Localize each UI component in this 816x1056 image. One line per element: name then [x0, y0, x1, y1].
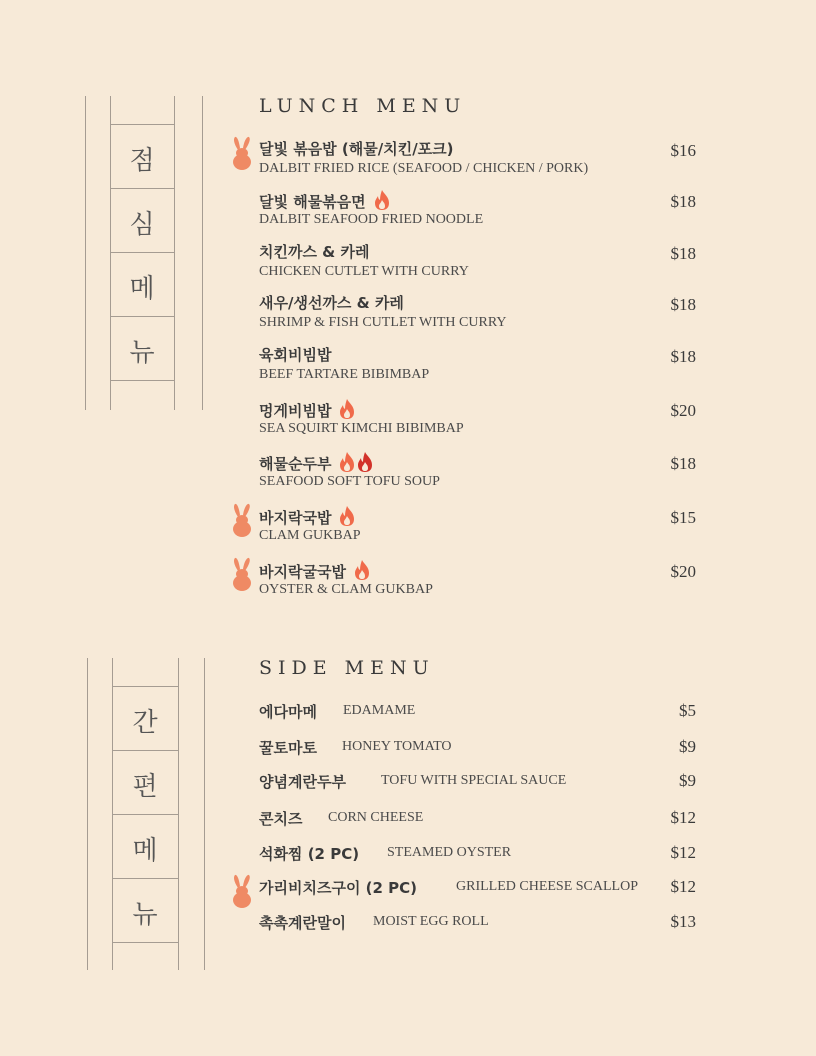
lunch-vertical-title: [85, 96, 203, 410]
side-item-name-en: GRILLED CHEESE SCALLOP: [456, 879, 638, 894]
menu-item: [259, 241, 699, 291]
menu-item-price: $16: [670, 141, 696, 160]
side-menu-item: [259, 843, 699, 869]
menu-item-name-ko: [259, 241, 369, 262]
side-item-name-en: CORN CHEESE: [328, 810, 424, 825]
menu-item-name-ko-text: 치킨까스 & 카레: [259, 243, 370, 261]
menu-item: [259, 398, 699, 448]
menu-item-name-ko: [259, 292, 404, 313]
vertical-char: 뉴: [132, 900, 158, 930]
vertical-char: 심: [129, 210, 155, 240]
side-item-price: $12: [670, 877, 696, 896]
menu-item-name-en: CLAM GUKBAP: [259, 528, 361, 543]
menu-item-name-ko-text: 달빛 해물볶음면: [259, 193, 366, 211]
side-item-price: $9: [679, 771, 696, 790]
menu-item-price: $18: [670, 295, 696, 314]
menu-item: [259, 344, 699, 394]
side-item-price: $12: [670, 808, 696, 827]
side-item-price: $5: [679, 701, 696, 720]
side-item-name-en: STEAMED OYSTER: [387, 845, 512, 860]
menu-item-name-ko-text: 해물순두부: [259, 455, 332, 473]
menu-item-price: $18: [670, 454, 696, 473]
side-item-price: $12: [670, 843, 696, 862]
side-menu-item: [259, 912, 699, 938]
side-item-name-en: MOIST EGG ROLL: [373, 914, 489, 929]
menu-item-name-en: SHRIMP & FISH CUTLET WITH CURRY: [259, 315, 507, 330]
menu-item-name-en: DALBIT SEAFOOD FRIED NOODLE: [259, 212, 484, 227]
menu-item: [259, 189, 699, 239]
menu-item-name-en: DALBIT FRIED RICE (SEAFOOD / CHICKEN / PORK): [259, 161, 589, 176]
side-item-name-ko: 콘치즈: [259, 810, 303, 828]
menu-item-name-ko-text: 바지락국밥: [259, 509, 332, 527]
menu-item: [259, 559, 699, 609]
side-menu-item: [259, 701, 699, 727]
lunch-menu-title: LUNCH MENU: [259, 95, 467, 117]
menu-item: [259, 505, 699, 555]
side-vertical-title: [87, 658, 205, 970]
side-menu-title: SIDE MENU: [259, 657, 435, 679]
rabbit-icon: [231, 874, 253, 912]
menu-item-name-ko: [259, 344, 331, 365]
menu-item-name-en: SEA SQUIRT KIMCHI BIBIMBAP: [259, 421, 464, 436]
vertical-char: 뉴: [129, 338, 155, 368]
side-item-name-ko: 양념계란두부: [259, 773, 346, 791]
menu-item-name-ko-text: 육회비빔밥: [259, 346, 332, 364]
menu-item-price: $18: [670, 192, 696, 211]
side-item-name-en: TOFU WITH SPECIAL SAUCE: [381, 773, 567, 788]
menu-item: [259, 292, 699, 342]
side-menu-item: [259, 737, 699, 763]
side-item-name-en: EDAMAME: [343, 703, 416, 718]
menu-item-name-en: OYSTER & CLAM GUKBAP: [259, 582, 433, 597]
menu-item-price: $20: [670, 401, 696, 420]
menu-item: [259, 138, 699, 188]
side-menu-item: [259, 808, 699, 834]
menu-item-price: $15: [670, 508, 696, 527]
vertical-char: 편: [132, 772, 158, 802]
side-item-name-en: HONEY TOMATO: [342, 739, 452, 754]
menu-item-name-ko-text: 달빛 볶음밥 (해물/치킨/포크): [259, 140, 454, 158]
side-menu-item: [259, 771, 699, 797]
side-item-name-ko: 에다마메: [259, 703, 317, 721]
menu-item-name-en: BEEF TARTARE BIBIMBAP: [259, 367, 430, 382]
menu-item-name-en: SEAFOOD SOFT TOFU SOUP: [259, 474, 440, 489]
menu-item-name-en: CHICKEN CUTLET WITH CURRY: [259, 264, 469, 279]
side-item-name-ko: 가리비치즈구이 (2 PC): [259, 879, 418, 897]
vertical-char: 메: [132, 836, 158, 866]
menu-item-name-ko-text: 바지락굴국밥: [259, 563, 346, 581]
menu-item-price: $20: [670, 562, 696, 581]
menu-item-price: $18: [670, 244, 696, 263]
side-item-name-ko: 촉촉계란말이: [259, 914, 346, 932]
side-item-price: $13: [670, 912, 696, 931]
side-item-price: $9: [679, 737, 696, 756]
vertical-char: 간: [132, 708, 158, 738]
side-item-name-ko: 꿀토마토: [259, 739, 317, 757]
rabbit-icon: [231, 503, 253, 541]
menu-item-name-ko-text: 새우/생선까스 & 카레: [259, 294, 404, 312]
menu-item-price: $18: [670, 347, 696, 366]
rabbit-icon: [231, 557, 253, 595]
rabbit-icon: [231, 136, 253, 174]
side-menu-item: [259, 877, 699, 903]
vertical-char: 점: [129, 146, 155, 176]
vertical-char: 메: [129, 274, 155, 304]
side-item-name-ko: 석화찜 (2 PC): [259, 845, 360, 863]
menu-item: [259, 451, 699, 501]
menu-item-name-ko: [259, 138, 454, 159]
menu-item-name-ko-text: 멍게비빔밥: [259, 402, 332, 420]
